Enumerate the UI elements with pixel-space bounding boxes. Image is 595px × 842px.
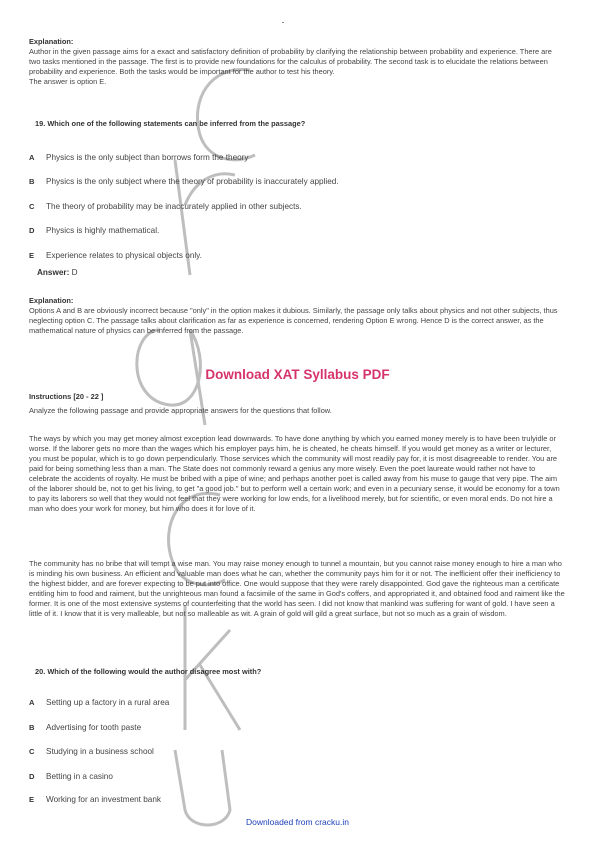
option-text: Physics is the only subject than borrows form the theory bbox=[46, 153, 249, 162]
option-letter: D bbox=[29, 226, 35, 235]
instructions-label: Instructions [20 - 22 ] bbox=[29, 392, 104, 401]
explanation-label: Explanation: bbox=[29, 37, 74, 46]
option-text: Betting in a casino bbox=[46, 772, 113, 781]
option-text: Physics is highly mathematical. bbox=[46, 226, 160, 235]
page-mark bbox=[282, 22, 284, 23]
option-20-b[interactable] bbox=[29, 723, 529, 732]
option-letter: E bbox=[29, 795, 35, 804]
option-20-e[interactable] bbox=[29, 795, 529, 804]
footer-download-link[interactable]: Downloaded from cracku.in bbox=[246, 817, 349, 827]
option-19-d[interactable] bbox=[29, 226, 529, 235]
instructions-text: Analyze the following passage and provide appropriate answers for the questions that follow. bbox=[29, 406, 332, 415]
explanation-text: Options A and B are obviously incorrect because "only" in the option makes it dubious. Similarly, the passage only talks about physics and not other subjects, thus neglecting option C. The passage talks about clarification as far as experience is concerned, rendering Option E wrong. Hence D is the correct answer, as the mathematical nature of physics can be inferred from the passage. bbox=[29, 306, 558, 335]
option-text: Advertising for tooth paste bbox=[46, 723, 142, 732]
option-letter: B bbox=[29, 177, 35, 186]
option-20-c[interactable] bbox=[29, 747, 529, 756]
option-letter: D bbox=[29, 772, 35, 781]
question-20: 20. Which of the following would the author disagree most with? bbox=[35, 667, 262, 676]
answer-label: Answer: bbox=[37, 268, 70, 277]
option-text: Setting up a factory in a rural area bbox=[46, 698, 170, 707]
option-text: Physics is the only subject where the theory of probability is inaccurately applied. bbox=[46, 177, 339, 186]
option-letter: C bbox=[29, 202, 35, 211]
passage-paragraph-2: The community has no bribe that will tempt a wise man. You may raise money enough to tunnel a mountain, but you cannot raise money enough to hire a man who is minding his own business. An efficient and valuable man does what he can, whether the community pays him for it or not. The inefficient offer their inefficiency to the highest bidder, and are forever expecting to be put into office. One would suppose that they were rarely disappointed. God gave the righteous man a certificate entitling him to food and raiment, but the unrighteous man found a facsimile of the same in God's coffers, and appropriated it, and obtained food and raiment like the former. It is one of the most extensive systems of counterfeiting that the world has seen. I did not know that mankind was suffering for want of gold. I have seen a little of it. I know that it is very malleable, but not so malleable as wit. A grain of gold will gild a great surface, but not so much as a grain of wisdom. bbox=[29, 559, 565, 618]
option-19-b[interactable] bbox=[29, 177, 529, 186]
answer-line: The answer is option E. bbox=[29, 77, 107, 86]
option-19-e[interactable] bbox=[29, 251, 529, 260]
download-syllabus-link[interactable]: Download XAT Syllabus PDF bbox=[205, 367, 390, 382]
explanation-text: Author in the given passage aims for a exact and satisfactory definition of probability by clarifying the relationship between probability and experience. There are two tasks mentioned in the passage. The first is to provide new foundations for the calculus of probability. The second task is to elucidate the relations between probability and experience. Both the tasks would be important for the author to test his theory. bbox=[29, 47, 552, 76]
option-text: Studying in a business school bbox=[46, 747, 154, 756]
explanation-block-1 bbox=[29, 37, 565, 87]
option-letter: E bbox=[29, 251, 35, 260]
answer-value: D bbox=[71, 268, 78, 277]
option-20-d[interactable] bbox=[29, 772, 529, 781]
option-19-a[interactable] bbox=[29, 153, 529, 162]
option-letter: A bbox=[29, 153, 35, 162]
option-text: The theory of probability may be inaccurately applied in other subjects. bbox=[46, 202, 302, 211]
option-text: Working for an investment bank bbox=[46, 795, 161, 804]
explanation-block-2 bbox=[29, 296, 565, 336]
question-19: 19. Which one of the following statements can be inferred from the passage? bbox=[35, 119, 306, 128]
answer-19 bbox=[37, 268, 78, 277]
instructions-block bbox=[29, 392, 565, 416]
explanation-label: Explanation: bbox=[29, 296, 74, 305]
option-20-a[interactable] bbox=[29, 698, 529, 707]
option-letter: A bbox=[29, 698, 35, 707]
option-letter: C bbox=[29, 747, 35, 756]
option-19-c[interactable] bbox=[29, 202, 529, 211]
option-letter: B bbox=[29, 723, 35, 732]
passage-paragraph-1: The ways by which you may get money almost exception lead downwards. To have done anything by which you earned money merely is to have been trulyidle or worse. If the laborer gets no more than the wages which his employer pays him, he is cheated, he cheats himself. If you would get money as a writer or lecturer, you must be popular, which is to go down perpendicularly. Those services which the community will most readily pay for, it is most disagreeable to render. You are paid for being something less than a man. The State does not commonly reward a genius any more wisely. Even the poet laureate would rather not have to celebrate the accidents of royalty. He must be bribed with a pipe of wine; and perhaps another poet is called away from his muse to gauge that very pipe. The aim of the laborer should be, not to get his living, to get "a good job." but to perform well a certain work; and even in a pecuniary sense, it would be economy for a town to pay its laborers so well that they would not feel that they were working for low ends, for a livelihood merely, but for scientific, or even moral ends. Do not hire a man who does your work for money, but him who does it for love of it. bbox=[29, 434, 560, 513]
option-text: Experience relates to physical objects only. bbox=[46, 251, 202, 260]
